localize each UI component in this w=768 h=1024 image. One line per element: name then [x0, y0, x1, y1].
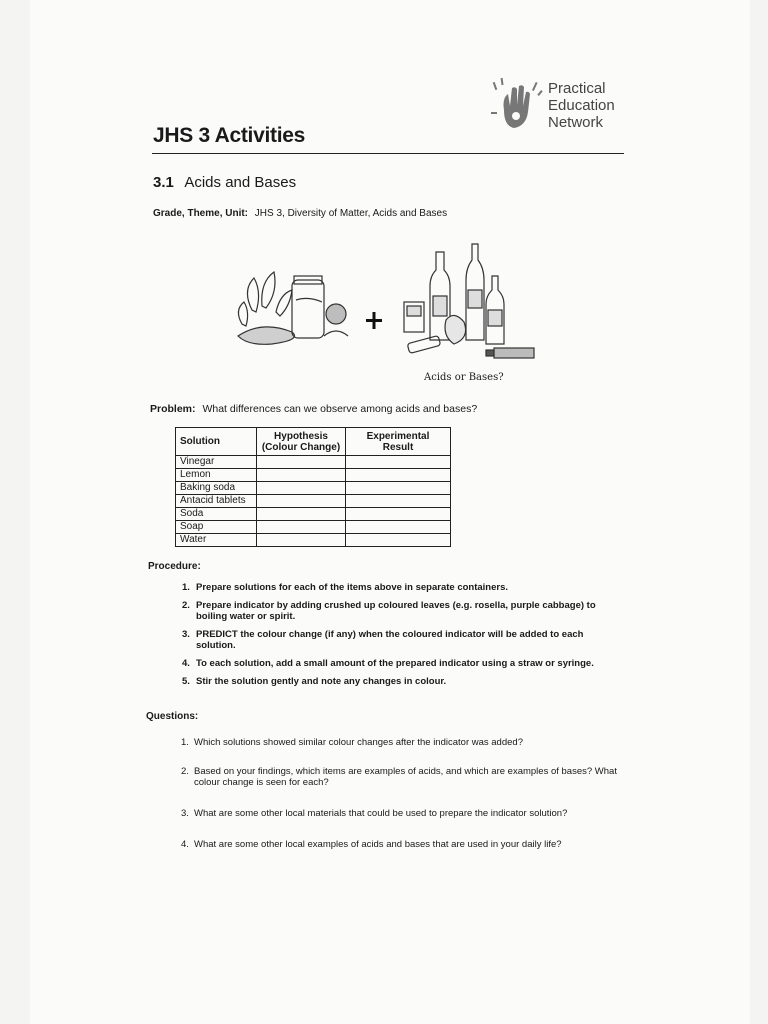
result-cell — [346, 482, 451, 495]
question-text: What are some other local examples of acids and bases that are used in your daily life? — [194, 839, 562, 850]
grade-theme-unit — [153, 208, 447, 219]
hypothesis-cell — [257, 508, 346, 521]
section-number: 3.1 — [153, 174, 174, 191]
procedure-step — [182, 676, 622, 687]
plus-sign — [366, 312, 382, 329]
pen-logo — [488, 76, 638, 136]
question-text: Which solutions showed similar colour changes after the indicator was added? — [194, 737, 523, 748]
questions-heading: Questions: — [146, 711, 199, 722]
step-text: To each solution, add a small amount of the prepared indicator using a straw or syringe. — [196, 658, 594, 669]
question-item — [181, 766, 621, 788]
section-heading — [153, 174, 296, 191]
solution-cell: Water — [176, 534, 257, 547]
bottles-drawing — [404, 244, 534, 358]
step-text: Stir the solution gently and note any changes in colour. — [196, 676, 447, 687]
hand-logo-icon — [488, 76, 546, 132]
result-cell — [346, 508, 451, 521]
question-number: 2. — [181, 766, 189, 777]
page-title: JHS 3 Activities — [153, 124, 305, 147]
table-row — [176, 495, 451, 508]
illustration-caption: Acids or Bases? — [424, 372, 504, 383]
question-number: 4. — [181, 839, 189, 850]
logo-text-line: Network — [548, 114, 604, 131]
solution-cell: Soda — [176, 508, 257, 521]
table-row — [176, 521, 451, 534]
result-cell — [346, 534, 451, 547]
result-cell — [346, 521, 451, 534]
procedure-step — [182, 629, 622, 651]
step-text: Prepare indicator by adding crushed up coloured leaves (e.g. rosella, purple cabbage) to boiling water or spirit. — [196, 600, 596, 622]
question-text: Based on your findings, which items are examples of acids, and which are examples of bases? What colour change is seen for each? — [194, 766, 617, 788]
hypothesis-cell — [257, 521, 346, 534]
procedure-step — [182, 600, 622, 622]
solutions-table — [175, 427, 451, 547]
result-cell — [346, 456, 451, 469]
logo-text-line: Practical — [548, 80, 606, 97]
table-row — [176, 534, 451, 547]
procedure-list — [182, 582, 622, 694]
questions-list — [181, 737, 621, 850]
column-header-result: Experimental Result — [346, 428, 451, 456]
hypothesis-cell — [257, 534, 346, 547]
acids-bases-illustration — [232, 240, 552, 390]
hypothesis-cell — [257, 495, 346, 508]
hypothesis-cell — [257, 469, 346, 482]
step-number: 2. — [182, 600, 190, 611]
question-item — [181, 737, 621, 748]
table-row — [176, 456, 451, 469]
gtu-label: Grade, Theme, Unit: — [153, 208, 249, 219]
solution-cell: Soap — [176, 521, 257, 534]
question-number: 3. — [181, 808, 189, 819]
procedure-heading: Procedure: — [148, 561, 201, 572]
step-text: Prepare solutions for each of the items above in separate containers. — [196, 582, 509, 593]
question-item — [181, 839, 621, 850]
step-number: 3. — [182, 629, 190, 640]
solution-cell: Baking soda — [176, 482, 257, 495]
section-name: Acids and Bases — [184, 174, 297, 191]
question-item — [181, 808, 621, 819]
solution-cell: Lemon — [176, 469, 257, 482]
question-text: What are some other local materials that could be used to prepare the indicator solution? — [194, 808, 568, 819]
step-number: 1. — [182, 582, 190, 593]
column-header-solution: Solution — [176, 428, 257, 456]
leaves-jar-drawing — [238, 272, 348, 344]
step-number: 4. — [182, 658, 190, 669]
hypothesis-cell — [257, 456, 346, 469]
title-divider — [152, 153, 624, 154]
result-cell — [346, 495, 451, 508]
table-row — [176, 482, 451, 495]
problem-text: What differences can we observe among acids and bases? — [202, 403, 478, 415]
problem-statement — [150, 403, 477, 415]
procedure-step — [182, 658, 622, 669]
problem-label: Problem: — [150, 403, 196, 415]
column-header-hypothesis: Hypothesis (Colour Change) — [257, 428, 346, 456]
procedure-step — [182, 582, 622, 593]
solution-cell: Antacid tablets — [176, 495, 257, 508]
gtu-value: JHS 3, Diversity of Matter, Acids and Bases — [254, 208, 448, 219]
logo-text-line: Education — [548, 97, 615, 114]
hypothesis-cell — [257, 482, 346, 495]
table-header-row — [176, 428, 451, 456]
step-number: 5. — [182, 676, 190, 687]
table-row — [176, 508, 451, 521]
table-row — [176, 469, 451, 482]
question-number: 1. — [181, 737, 189, 748]
result-cell — [346, 469, 451, 482]
step-text: PREDICT the colour change (if any) when the coloured indicator will be added to each solution. — [196, 629, 584, 651]
solution-cell: Vinegar — [176, 456, 257, 469]
